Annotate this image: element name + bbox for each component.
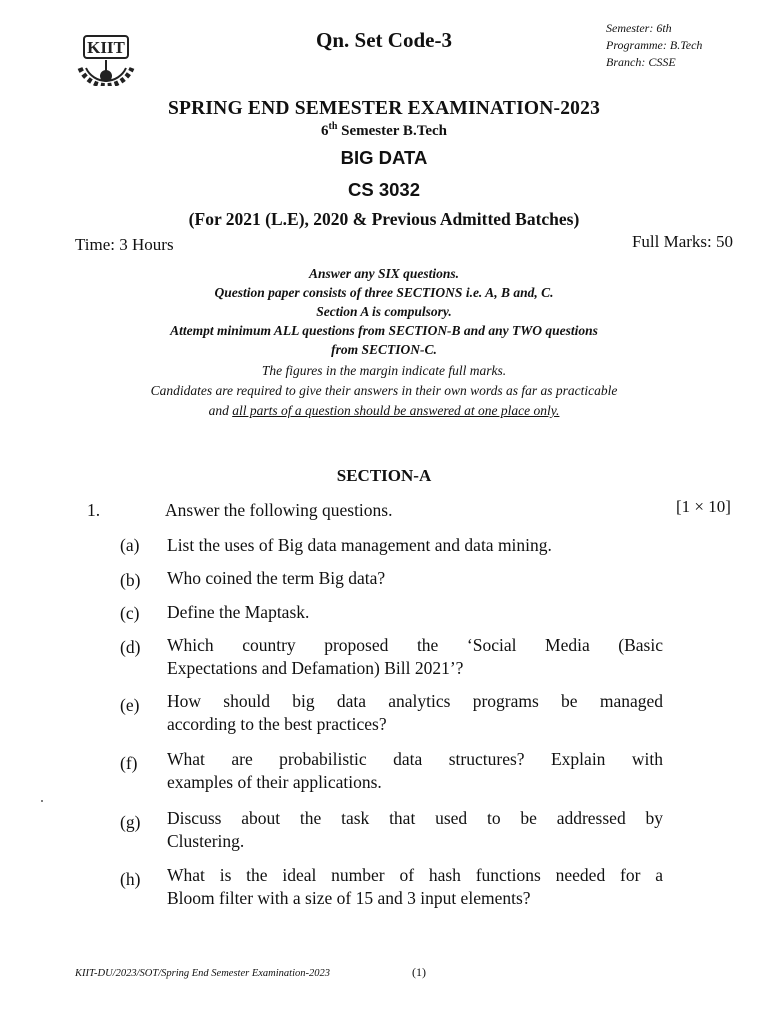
sub-question-label: (c): [120, 603, 140, 623]
sub-question-label: (g): [120, 812, 141, 832]
section-title: SECTION-A: [336, 466, 432, 485]
question-marks: [1 × 10]: [676, 497, 731, 516]
sub-question-text: Discuss about the task that used to be addressed by: [167, 808, 663, 828]
instruction-line: from SECTION-C.: [331, 342, 437, 357]
sub-question-text: What are probabilistic data structures? Explain with: [167, 749, 663, 769]
full-marks: Full Marks: 50: [631, 232, 733, 251]
batches-note: (For 2021 (L.E), 2020 & Previous Admitted Batches): [188, 209, 580, 229]
branch-info: Branch: CSSE: [606, 55, 676, 69]
sub-question-text: according to the best practices?: [167, 714, 387, 734]
footer-text: KIIT-DU/2023/SOT/Spring End Semester Examination-2023: [75, 968, 330, 979]
exam-title: SPRING END SEMESTER EXAMINATION-2023: [167, 98, 601, 119]
sub-question-label: (h): [120, 869, 141, 889]
sub-question-label: (b): [120, 570, 141, 590]
instruction-line: Candidates are required to give their answers in their own words as far as practicable: [150, 383, 618, 398]
scan-speck: [41, 800, 43, 802]
exam-meta-info: [606, 20, 702, 71]
question-number: 1.: [87, 500, 101, 520]
semester-info: Semester: 6th: [606, 21, 672, 35]
sub-question-text: Expectations and Defamation) Bill 2021’?: [167, 658, 464, 678]
course-code: CS 3032: [348, 179, 420, 200]
sub-question-text: Define the Maptask.: [167, 602, 310, 622]
sub-question-text: Bloom filter with a size of 15 and 3 input elements?: [167, 888, 531, 908]
sub-question-text: Which country proposed the ‘Social Media (Basic: [167, 635, 663, 655]
programme-info: Programme: B.Tech: [606, 38, 703, 52]
instruction-line: Section A is compulsory.: [316, 304, 452, 319]
instruction-line: Question paper consists of three SECTIONS i.e. A, B and, C.: [214, 285, 554, 300]
sub-question-label: (d): [120, 637, 141, 657]
page-number: (1): [412, 965, 426, 979]
sub-question-label: (a): [120, 535, 140, 555]
sub-question-text: examples of their applications.: [167, 772, 382, 792]
sub-question-text: Who coined the term Big data?: [167, 568, 386, 588]
sub-question-text: List the uses of Big data management and data mining.: [167, 535, 552, 555]
instruction-line: Attempt minimum ALL questions from SECTION-B and any TWO questions: [170, 323, 598, 338]
sub-question-text: What is the ideal number of hash functions needed for a: [167, 865, 663, 885]
instruction-line: Answer any SIX questions.: [308, 266, 460, 281]
instruction-line: The figures in the margin indicate full marks.: [261, 363, 507, 378]
question-text: Answer the following questions.: [165, 500, 393, 520]
subject-name: BIG DATA: [340, 147, 428, 168]
svg-text:KIIT: KIIT: [87, 38, 125, 57]
semester-line: 6th Semester B.Tech: [321, 121, 447, 139]
time-allowed: Time: 3 Hours: [75, 235, 174, 254]
sub-question-label: (e): [120, 695, 140, 715]
sub-question-text: Clustering.: [167, 831, 245, 851]
instruction-line: and all parts of a question should be answered at one place only.: [208, 403, 560, 418]
sub-question-label: (f): [120, 753, 138, 773]
sub-question-text: How should big data analytics programs be managed: [167, 691, 663, 711]
set-code: Qn. Set Code-3: [316, 28, 452, 52]
